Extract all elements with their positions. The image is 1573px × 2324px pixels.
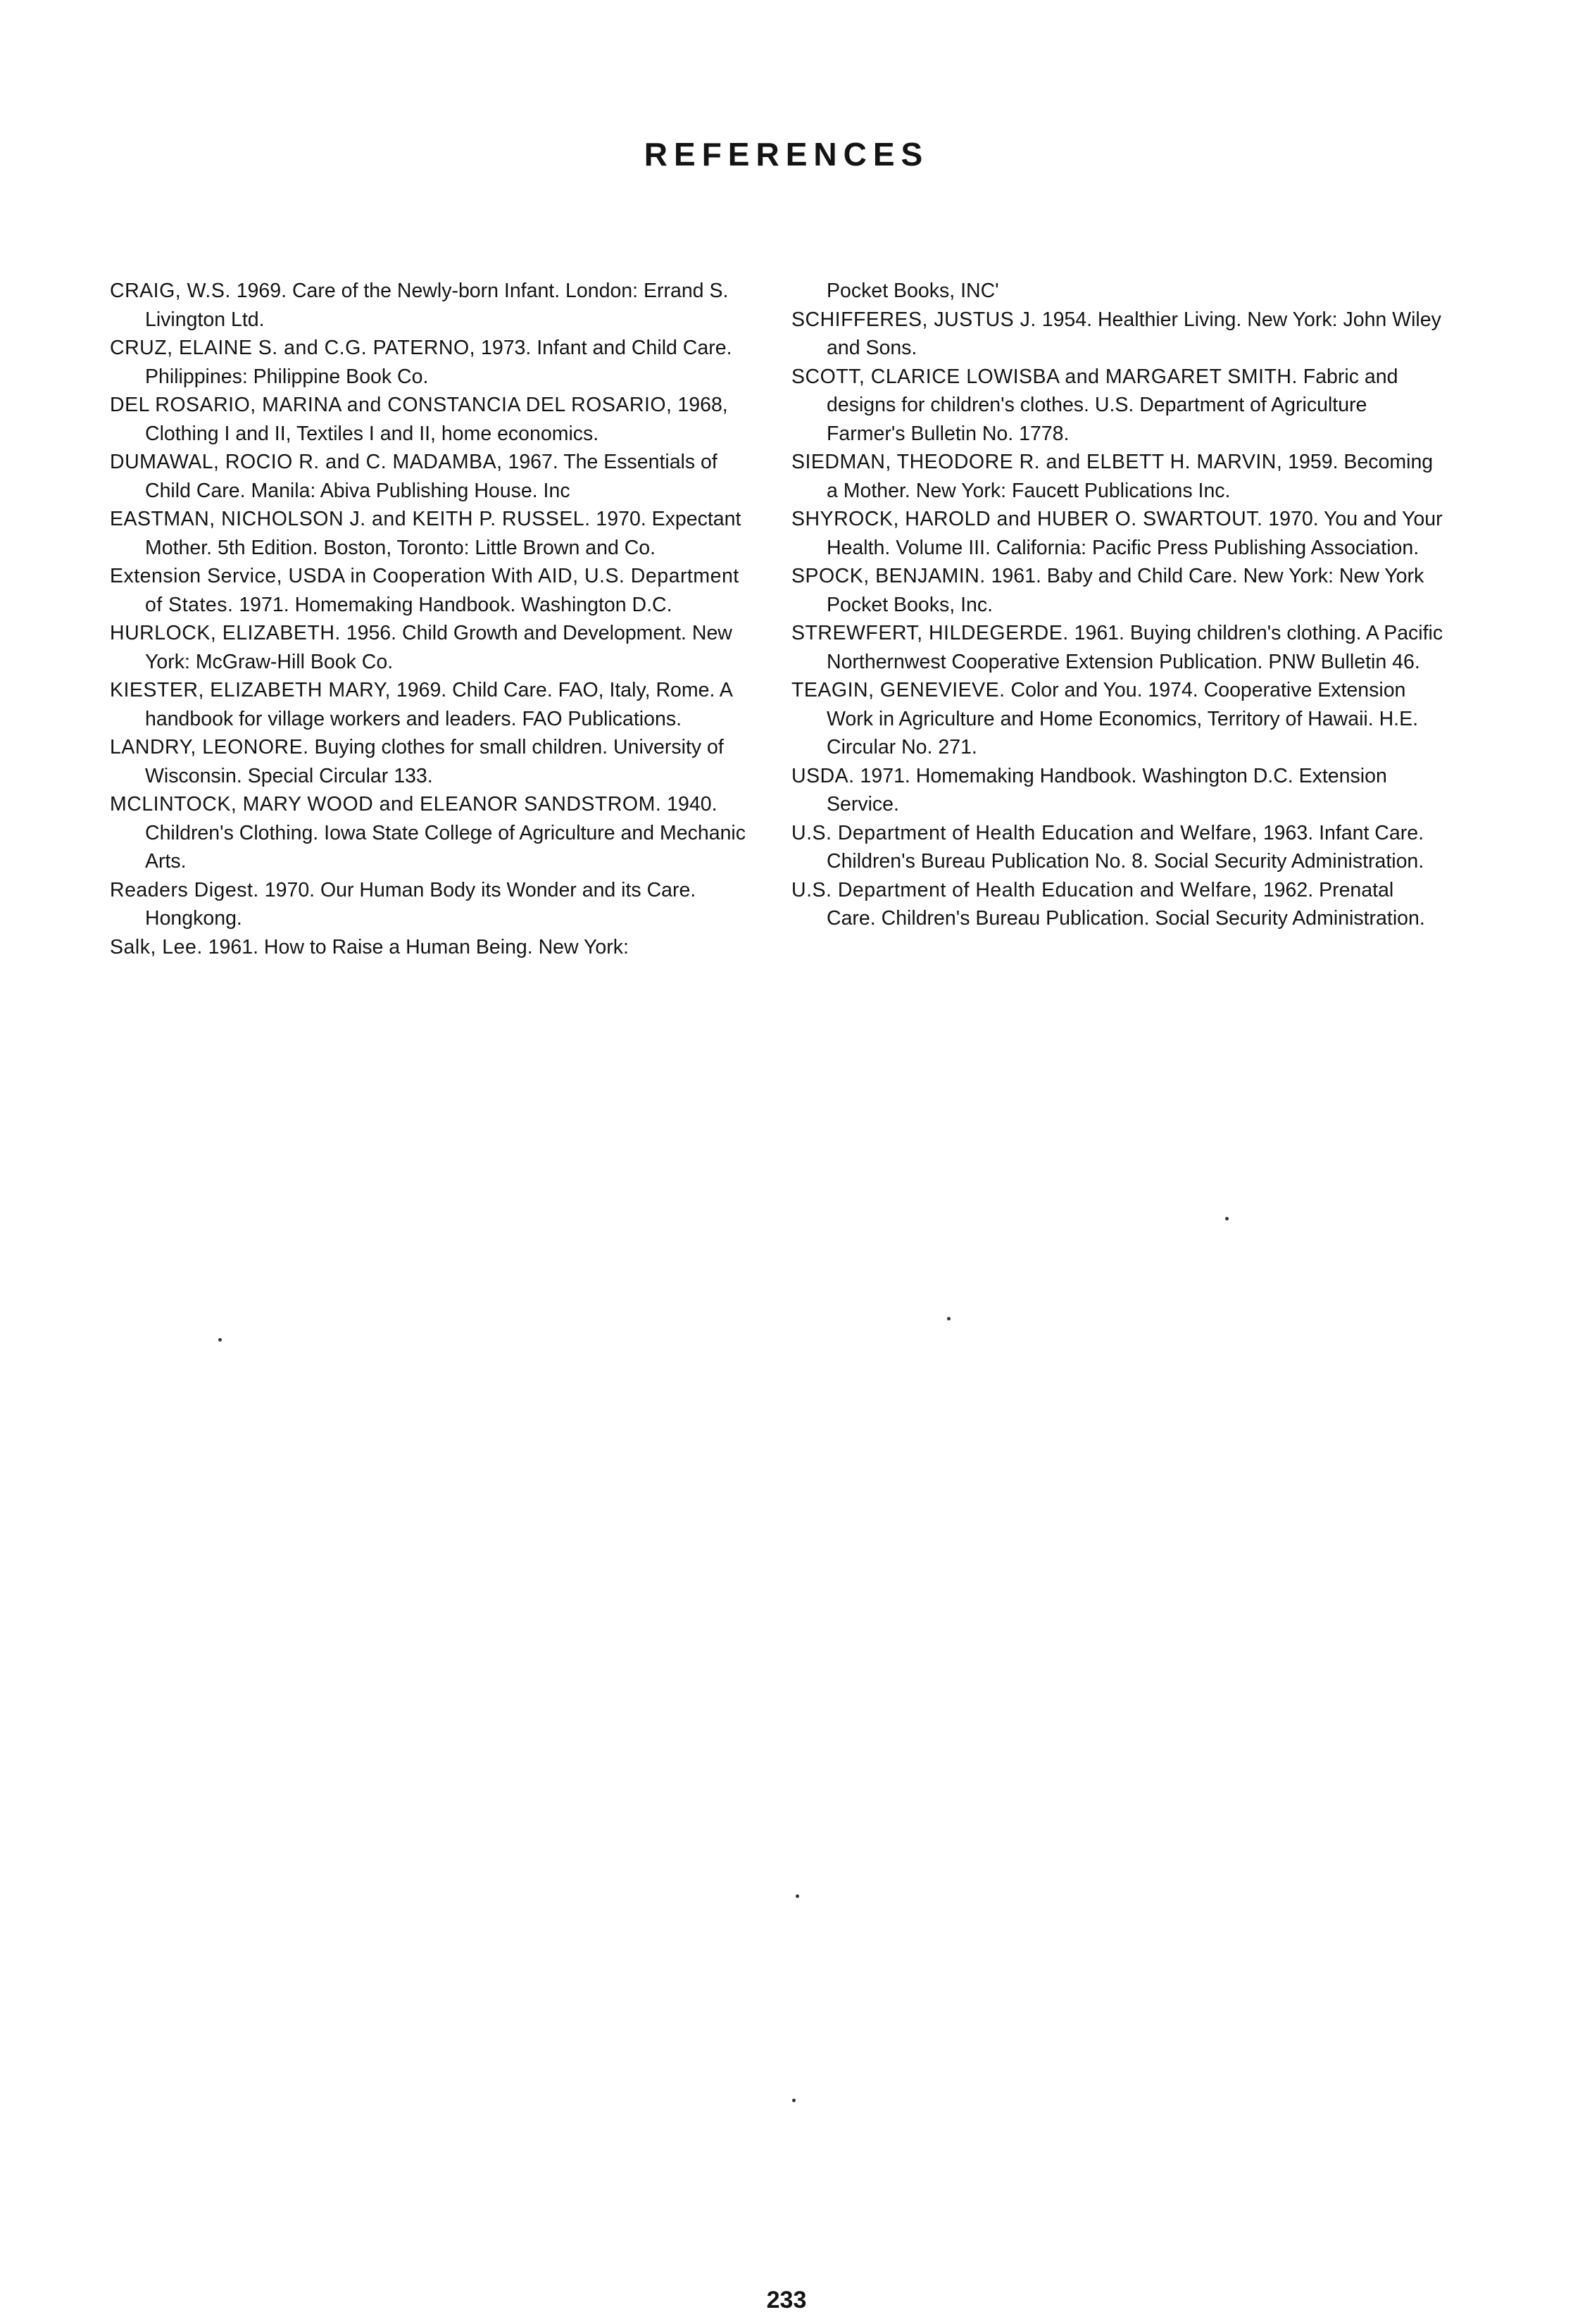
reference-entry bbox=[110, 391, 755, 448]
reference-details: 1961. Baby and Child Care. New York: New York Pocket Books, Inc. bbox=[827, 565, 1424, 616]
reference-entry bbox=[791, 448, 1445, 505]
reference-details: Buying clothes for small children. University of Wisconsin. Special Circular 133. bbox=[145, 736, 724, 787]
reference-details: Color and You. 1974. Cooperative Extension Work in Agriculture and Home Economics, Territory of Hawaii. H.E. Circular No. 271. bbox=[827, 679, 1418, 758]
reference-details: 1959. Becoming a Mother. New York: Faucett Publications Inc. bbox=[827, 451, 1434, 502]
scan-speck bbox=[218, 1338, 222, 1342]
reference-author: DEL ROSARIO, MARINA and CONSTANCIA DEL ROSARIO, bbox=[110, 394, 672, 416]
reference-entry bbox=[791, 819, 1445, 876]
reference-entry bbox=[110, 277, 755, 334]
reference-details: Fabric and designs for children's clothes. U.S. Department of Agriculture Farmer's Bulletin No. 1778. bbox=[827, 365, 1398, 445]
reference-author: MCLINTOCK, MARY WOOD and ELEANOR SANDSTROM. bbox=[110, 793, 662, 816]
reference-author: U.S. Department of Health Education and Welfare, bbox=[791, 878, 1258, 901]
reference-entry bbox=[791, 762, 1445, 819]
reference-entry bbox=[110, 334, 755, 391]
reference-details: 1968, Clothing I and II, Textiles I and II, home economics. bbox=[145, 394, 728, 445]
reference-details: 1961. How to Raise a Human Being. New York: bbox=[208, 935, 629, 958]
references-left-column bbox=[110, 277, 755, 961]
scan-speck bbox=[796, 1894, 799, 1898]
reference-details: 1963. Infant Care. Children's Bureau Publication No. 8. Social Security Administration. bbox=[827, 821, 1424, 873]
reference-entry bbox=[791, 619, 1445, 676]
reference-author: SHYROCK, HAROLD and HUBER O. SWARTOUT. bbox=[791, 508, 1263, 530]
reference-entry bbox=[110, 505, 755, 562]
reference-details: 1971. Homemaking Handbook. Washington D.C. bbox=[239, 593, 672, 616]
page-number: 233 bbox=[766, 2287, 807, 2313]
references-right-column bbox=[791, 277, 1445, 933]
reference-details: 1970. Expectant Mother. 5th Edition. Boston, Toronto: Little Brown and Co. bbox=[145, 508, 741, 559]
reference-details: 1962. Prenatal Care. Children's Bureau Publication. Social Security Administration. bbox=[827, 878, 1425, 930]
reference-details: 1961. Buying children's clothing. A Pacific Northernwest Cooperative Extension Publication. PNW Bulletin 46. bbox=[827, 622, 1443, 673]
reference-entry bbox=[110, 933, 755, 962]
reference-author: Readers Digest. bbox=[110, 878, 259, 901]
reference-author: LANDRY, LEONORE. bbox=[110, 736, 309, 758]
reference-entry bbox=[791, 363, 1445, 449]
reference-details: 1940. Children's Clothing. Iowa State College of Agriculture and Mechanic Arts. bbox=[145, 793, 746, 873]
reference-entry bbox=[110, 733, 755, 790]
reference-entry bbox=[110, 790, 755, 876]
reference-author: STREWFERT, HILDEGERDE. bbox=[791, 622, 1069, 644]
reference-author: SIEDMAN, THEODORE R. and ELBETT H. MARVIN, bbox=[791, 451, 1283, 473]
reference-details: 1971. Homemaking Handbook. Washington D.C. Extension Service. bbox=[827, 764, 1387, 816]
reference-author: Extension Service, USDA in Cooperation With AID, U.S. Department of States. bbox=[110, 565, 739, 616]
reference-details: 1969. Child Care. FAO, Italy, Rome. A handbook for village workers and leaders. FAO Publications. bbox=[145, 679, 732, 730]
reference-author: CRAIG, W.S. bbox=[110, 280, 231, 302]
reference-author: U.S. Department of Health Education and Welfare, bbox=[791, 821, 1258, 844]
reference-details: 1970. You and Your Health. Volume III. California: Pacific Press Publishing Association. bbox=[827, 508, 1443, 559]
reference-entry bbox=[110, 619, 755, 676]
reference-entry bbox=[791, 505, 1445, 562]
reference-entry bbox=[110, 448, 755, 505]
reference-author: HURLOCK, ELIZABETH. bbox=[110, 622, 341, 644]
reference-author: TEAGIN, GENEVIEVE. bbox=[791, 679, 1005, 701]
page-title: REFERENCES bbox=[644, 136, 929, 173]
reference-author: DUMAWAL, ROCIO R. and C. MADAMBA, bbox=[110, 451, 503, 473]
reference-author: Salk, Lee. bbox=[110, 935, 203, 958]
reference-entry bbox=[791, 676, 1445, 762]
reference-entry bbox=[791, 876, 1445, 933]
reference-author: SCOTT, CLARICE LOWISBA and MARGARET SMITH. bbox=[791, 365, 1298, 388]
reference-details: 1954. Healthier Living. New York: John Wiley and Sons. bbox=[827, 308, 1441, 359]
reference-entry bbox=[110, 562, 755, 619]
reference-entry bbox=[110, 676, 755, 733]
reference-author: SPOCK, BENJAMIN. bbox=[791, 565, 986, 587]
reference-details: 1970. Our Human Body its Wonder and its Care. Hongkong. bbox=[145, 878, 696, 930]
reference-details: 1967. The Essentials of Child Care. Manila: Abiva Publishing House. Inc bbox=[145, 451, 717, 502]
reference-author: USDA. bbox=[791, 764, 855, 787]
scan-speck bbox=[947, 1317, 951, 1320]
reference-details: 1956. Child Growth and Development. New York: McGraw-Hill Book Co. bbox=[145, 622, 732, 673]
reference-entry-continuation bbox=[791, 277, 1445, 306]
scan-speck bbox=[1225, 1217, 1229, 1220]
reference-author: SCHIFFERES, JUSTUS J. bbox=[791, 308, 1036, 331]
scan-speck bbox=[792, 2099, 796, 2102]
reference-details: Pocket Books, INC' bbox=[827, 280, 999, 302]
reference-details: 1969. Care of the Newly-born Infant. London: Errand S. Livington Ltd. bbox=[145, 280, 729, 331]
reference-author: EASTMAN, NICHOLSON J. and KEITH P. RUSSEL. bbox=[110, 508, 591, 530]
reference-entry bbox=[791, 562, 1445, 619]
reference-entry bbox=[791, 306, 1445, 363]
reference-author: CRUZ, ELAINE S. and C.G. PATERNO, bbox=[110, 337, 476, 359]
reference-author: KIESTER, ELIZABETH MARY, bbox=[110, 679, 391, 701]
reference-details: 1973. Infant and Child Care. Philippines: Philippine Book Co. bbox=[145, 337, 732, 388]
reference-entry bbox=[110, 876, 755, 933]
